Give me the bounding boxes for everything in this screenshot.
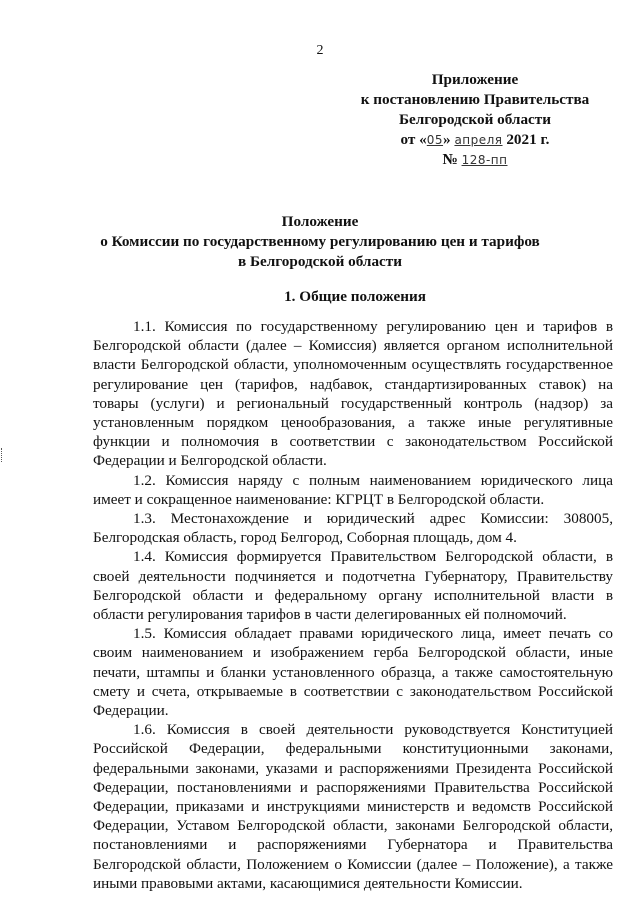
title-line-1: Положение [281,213,359,230]
document-title [40,212,600,272]
appendix-date-line [330,130,620,150]
paragraph-1-4: 1.4. Комиссия формируется Правительством Белгородской области, в своей деятельности подчиняется и подотчетна Губернатору, Правительству Белгородской области и федеральному органу исполнительной власти в области регулирования тарифов в части делегированных ей полномочий. [93,548,613,624]
appendix-resolution-line: к постановлению Правительства [360,91,590,108]
date-month: апреля [454,133,503,147]
appendix-region-line: Белгородской области [398,111,551,128]
appendix-title: Приложение [431,71,519,88]
page-number: 2 [316,43,324,58]
document-number: 128-пп [461,153,508,167]
section-body [93,317,613,893]
paragraph-1-6: 1.6. Комиссия в своей деятельности руководствуется Конституцией Российской Федерации, федеральными конституционными законами, федеральными законами, указами и распоряжениями Президента Российской Федерации, постановлениями и распоряжениями Правительства Российской Федерации, приказами и инструкциями министерств и ведомств Российской Федерации, Уставом Белгородской области, законами Белгородской области, постановлениями и распоряжениями Губернатора и Правительства Белгородской области, Положением о Комиссии (далее – Положение), а также иными правовыми актами, касающимися деятельности Комиссии. [93,721,613,892]
paragraph-1-2: 1.2. Комиссия наряду с полным наименованием юридического лица имеет и сокращенное наименование: КГРЦТ в Белгородской области. [93,471,613,508]
number-prefix: № [442,151,458,168]
paragraph-1-5: 1.5. Комиссия обладает правами юридического лица, имеет печать со своим наименованием и изображением герба Белгородской области, иные печати, штампы и бланки установленного образца, а также самостоятельную смету и счета, открываемые в соответствии с законодательством Российской Федерации. [93,625,613,720]
date-year: 2021 г. [506,131,550,148]
title-line-3: в Белгородской области [237,253,402,270]
appendix-block [330,70,620,170]
appendix-number-line [330,150,620,170]
scan-edge-mark [1,448,4,462]
date-quote-close: » [443,131,451,148]
paragraph-1-3: 1.3. Местонахождение и юридический адрес Комиссии: 308005, Белгородская область, город Белгород, Соборная площадь, дом 4. [93,510,613,547]
section-heading: 1. Общие положения [284,288,426,305]
date-day: 05 [426,133,444,147]
title-line-2: о Комиссии по государственному регулированию цен и тарифов [100,233,540,250]
date-prefix: от « [400,131,427,148]
paragraph-1-1: 1.1. Комиссия по государственному регулированию цен и тарифов в Белгородской области (далее – Комиссия) является органом исполнительной власти Белгородской области, уполномоченным осуществлять государственное регулирование цен (тарифов, надбавок, стандартизированных ставок) на товары (услуги) и региональный государственный контроль (надзор) за установленным порядком ценообразования, а также иные регулятивные функции и полномочия в соответствии с законодательством Российской Федерации и Белгородской области. [93,318,613,470]
